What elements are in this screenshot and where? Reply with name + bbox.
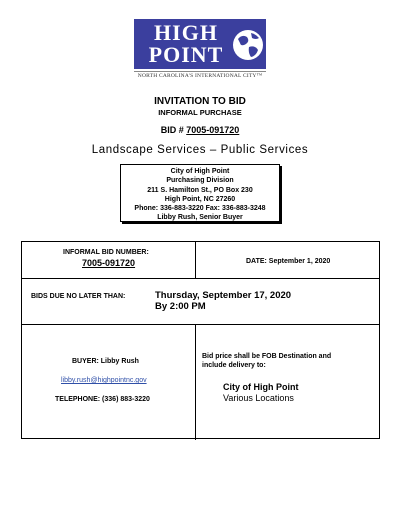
globe-icon — [232, 25, 264, 65]
bid-number: 7005-091720 — [186, 125, 240, 135]
delivery-locations: Various Locations — [223, 393, 294, 403]
table-divider — [195, 242, 196, 278]
fob-note-line: Bid price shall be FOB Destination and — [202, 353, 332, 360]
bid-date: DATE: September 1, 2020 — [246, 258, 331, 265]
buyer-email-link[interactable]: libby.rush@highpointnc.gov — [61, 377, 147, 384]
table-divider — [22, 324, 379, 325]
address-line: High Point, NC 27260 — [164, 195, 236, 203]
bid-prefix: BID # — [160, 125, 184, 135]
address-line: 211 S. Hamilton St., PO Box 230 — [147, 186, 253, 194]
address-line: City of High Point — [170, 168, 230, 175]
bid-number-heading — [0, 125, 400, 135]
logo-wordmark — [138, 22, 234, 66]
high-point-logo — [134, 19, 266, 81]
service-title: Landscape Services – Public Services — [91, 144, 309, 156]
table-divider — [22, 278, 379, 279]
page-title: INVITATION TO BID — [154, 96, 246, 107]
buyer-telephone: TELEPHONE: (336) 883-3220 — [55, 396, 150, 403]
logo-tagline: NORTH CAROLINA'S INTERNATIONAL CITY™ — [134, 71, 266, 79]
address-line: Libby Rush, Senior Buyer — [157, 214, 243, 222]
due-date: Thursday, September 17, 2020 — [155, 290, 292, 301]
informal-bid-number: 7005-091720 — [82, 258, 136, 268]
bid-info-table — [21, 241, 380, 439]
page-subtitle: INFORMAL PURCHASE — [158, 108, 242, 117]
logo-band — [134, 19, 266, 69]
logo-text-high: HIGH — [154, 20, 218, 45]
table-divider — [195, 324, 196, 440]
due-label: BIDS DUE NO LATER THAN: — [31, 293, 126, 300]
delivery-city: City of High Point — [223, 382, 299, 392]
informal-bid-label: INFORMAL BID NUMBER: — [63, 249, 149, 256]
due-time: By 2:00 PM — [155, 301, 206, 312]
logo-text-point: POINT — [148, 42, 224, 67]
address-line: Purchasing Division — [166, 177, 234, 185]
address-line: Phone: 336-883-3220 Fax: 336-883-3248 — [134, 205, 266, 213]
fob-note-line: include delivery to: — [202, 362, 266, 369]
purchasing-address-box — [120, 164, 280, 222]
buyer-name: BUYER: Libby Rush — [72, 358, 139, 365]
